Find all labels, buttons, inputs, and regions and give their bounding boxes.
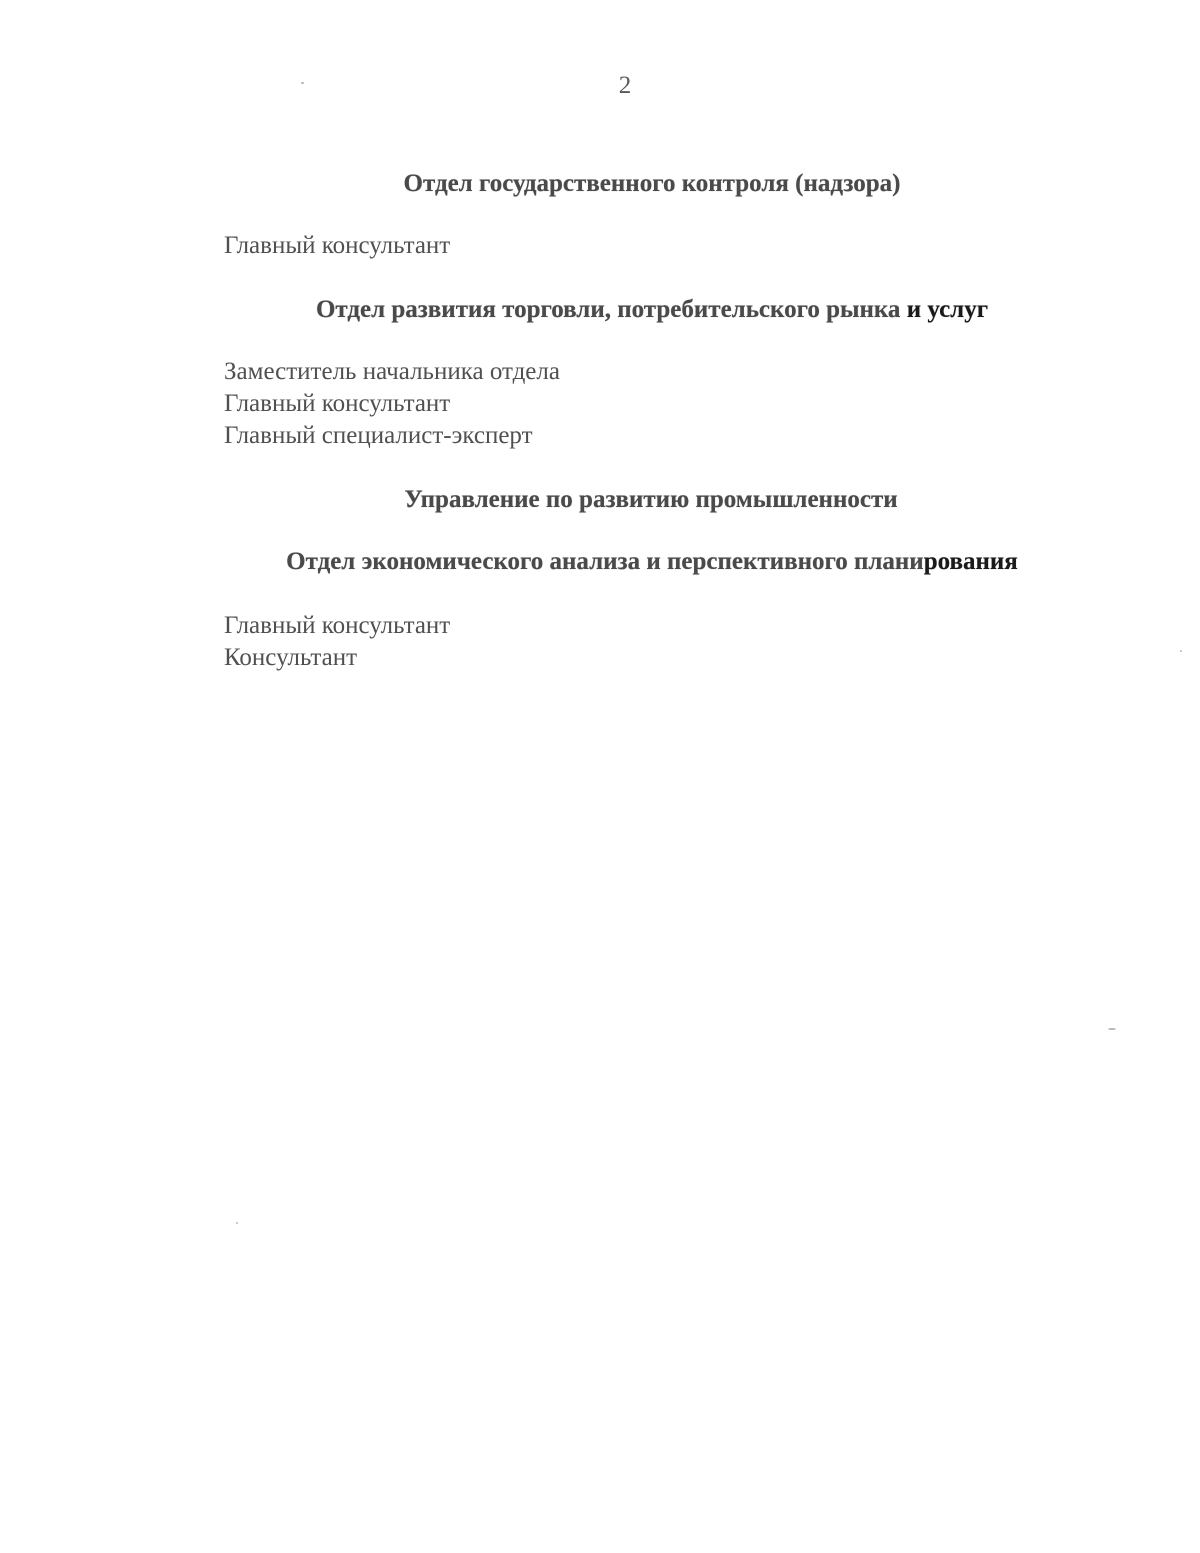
position-item: Главный консультант [224, 612, 451, 639]
scan-speck [236, 1222, 238, 1224]
position-item: Заместитель начальника отдела [224, 358, 560, 385]
section-heading-economic-analysis [0, 548, 1200, 576]
page-number: 2 [618, 72, 632, 99]
section-heading-tail: рования [923, 548, 1018, 575]
section-heading-tail: и услуг [900, 296, 989, 323]
section-heading-main: Отдел развития торговли, потребительского рынка [315, 296, 901, 323]
position-item: Консультант [224, 644, 358, 671]
position-list-state-control [224, 230, 450, 262]
section-heading-industry-department: Управление по развитию промышленности [404, 486, 898, 513]
position-item: Главный консультант [224, 390, 451, 417]
section-heading-trade-development [0, 296, 1200, 324]
position-item: Главный консультант [224, 232, 451, 259]
position-item: Главный специалист-эксперт [224, 422, 533, 449]
position-list-economic-analysis [224, 610, 450, 674]
scan-speck [301, 82, 304, 84]
scan-speck [1108, 1028, 1116, 1030]
position-list-trade-development [224, 356, 560, 452]
section-heading-main: Отдел экономического анализа и перспективного плани [286, 548, 924, 575]
scan-speck [1180, 650, 1182, 652]
section-heading-state-control: Отдел государственного контроля (надзора) [403, 170, 901, 197]
